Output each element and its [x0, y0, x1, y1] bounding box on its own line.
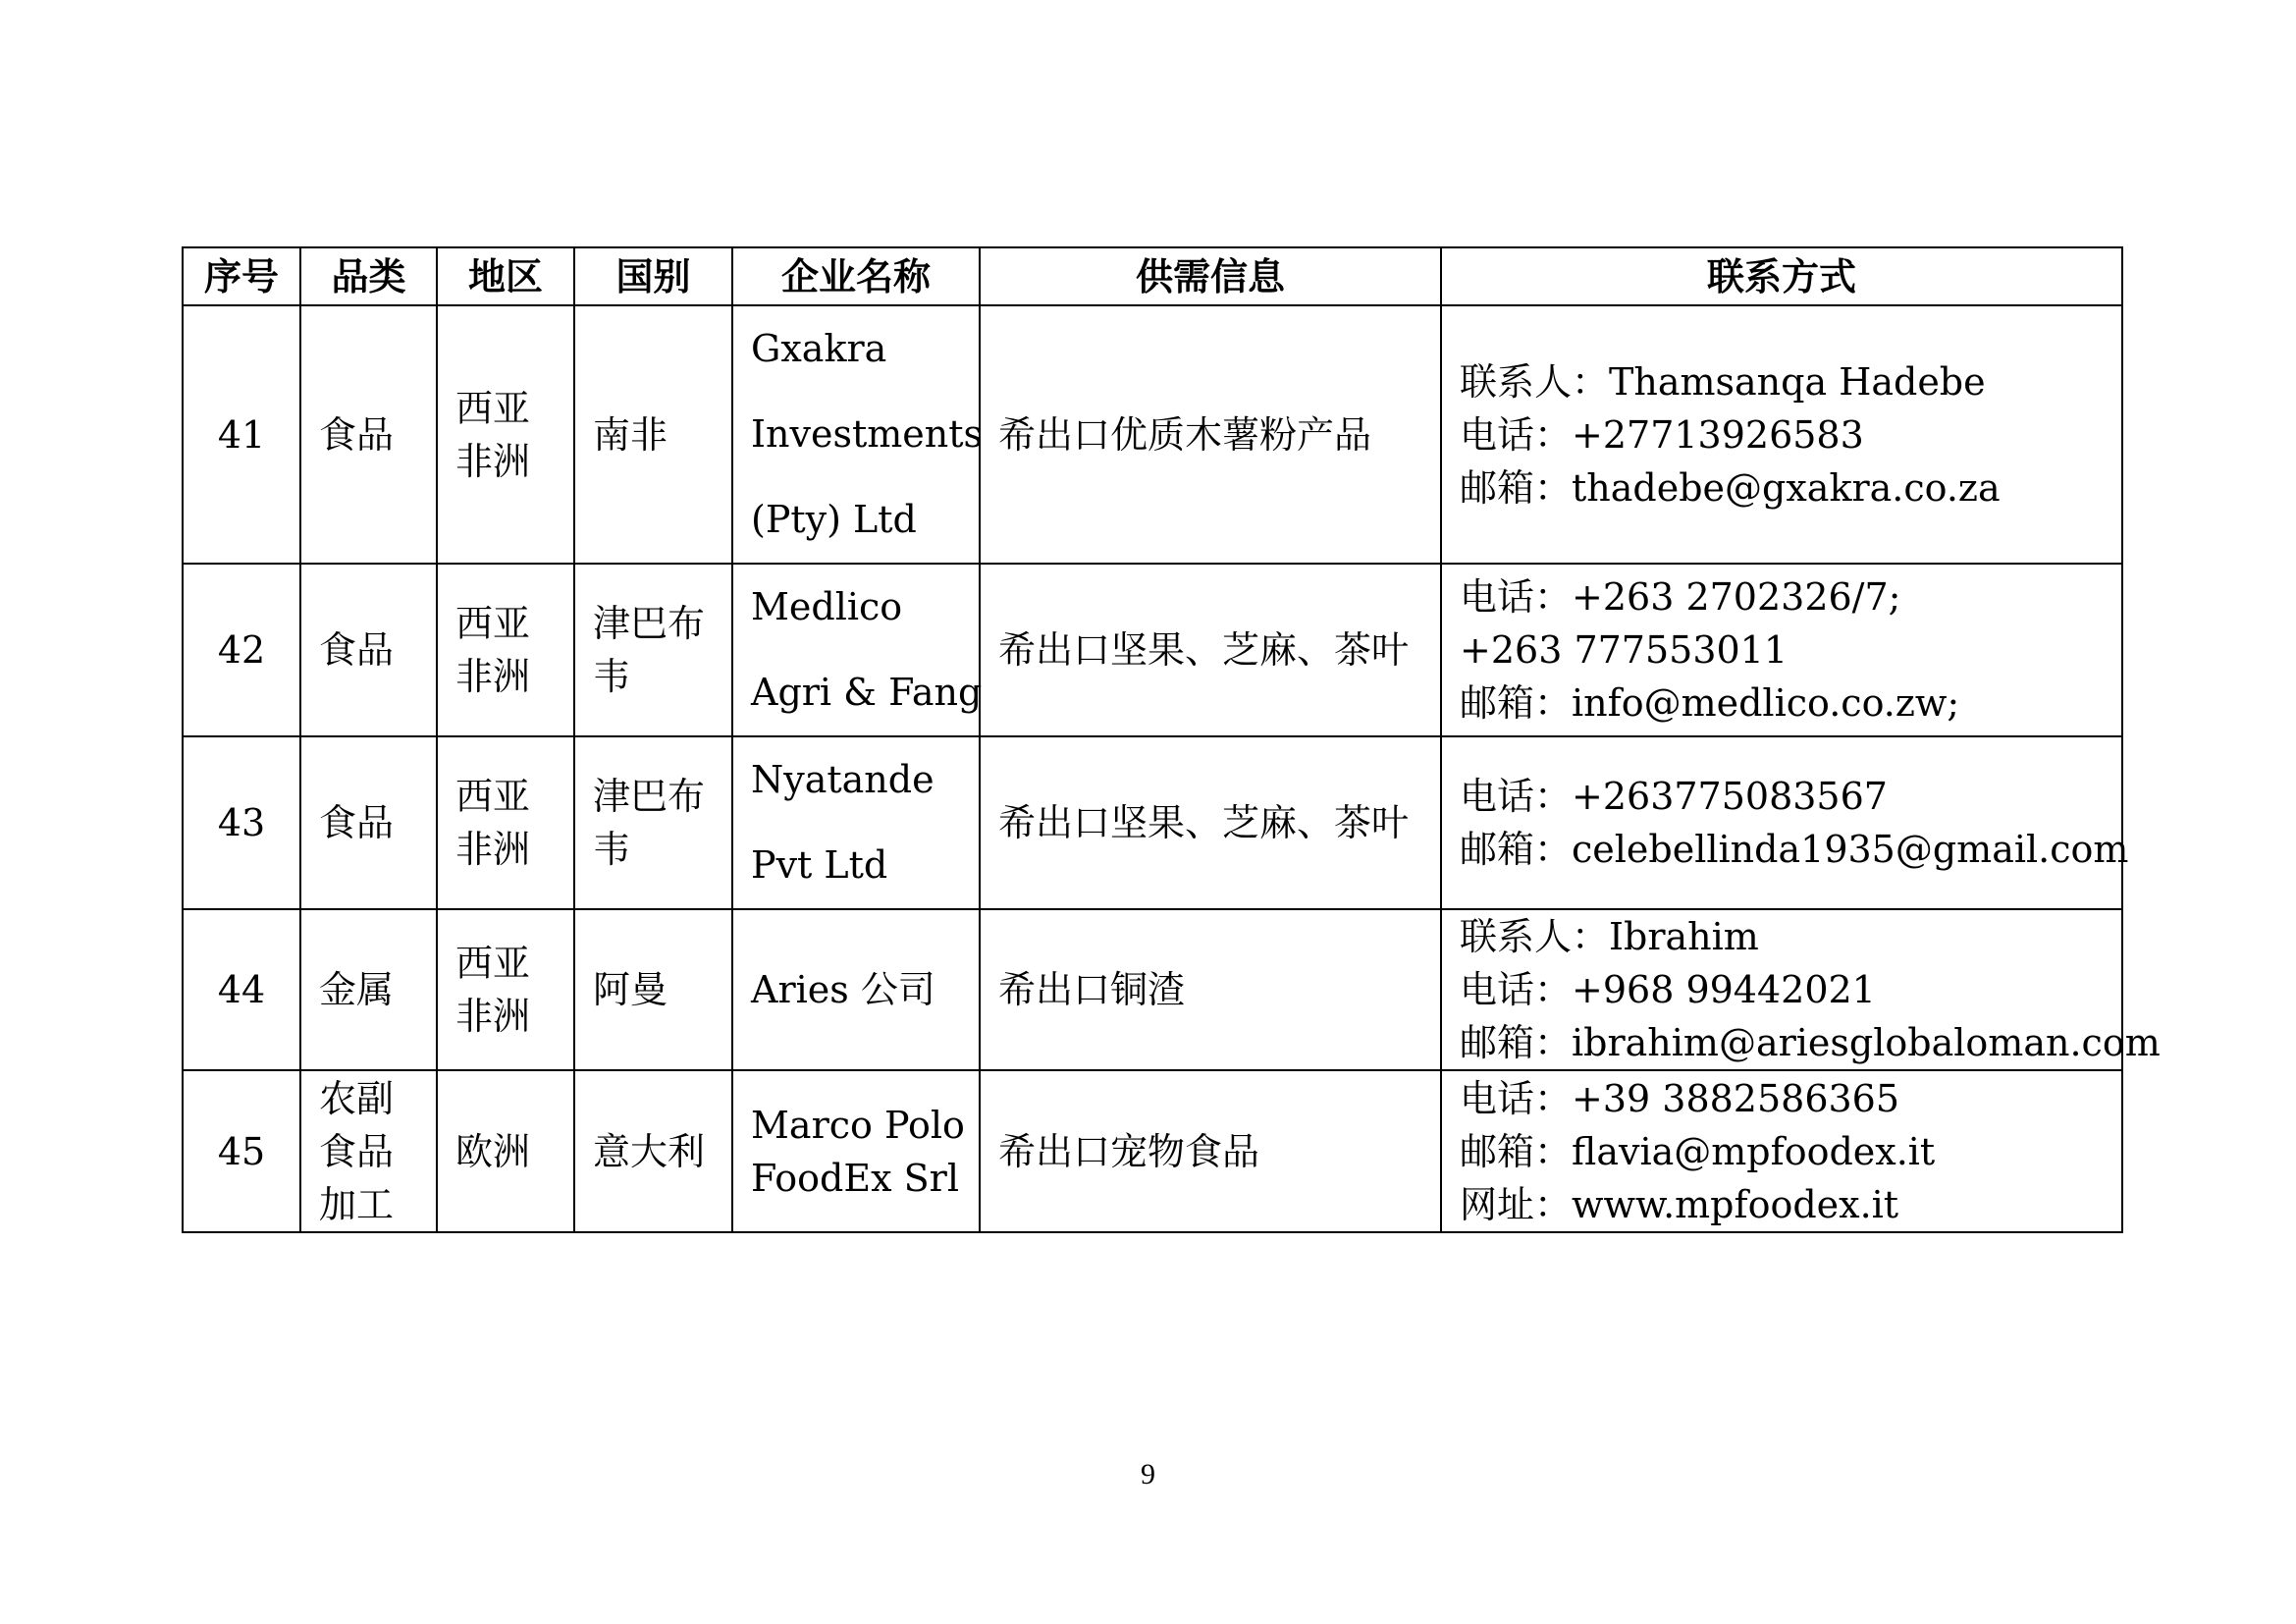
table-row — [183, 1070, 2122, 1232]
company-cell-line: Marco Polo — [751, 1103, 965, 1147]
table-row — [183, 305, 2122, 564]
supply-demand-table — [182, 246, 2161, 1233]
category-cell-line: 食品 — [319, 412, 395, 457]
region-cell — [437, 564, 574, 736]
category-cell-line: 金属 — [319, 968, 395, 1011]
region-cell-line: 西亚 — [455, 775, 531, 818]
company-cell-line: Agri & Fang — [751, 671, 983, 714]
category-cell — [300, 736, 437, 909]
row-number-cell: 41 — [183, 305, 300, 564]
contact-cell-line[interactable]: 邮箱：ibrahim@ariesglobaloman.com — [1460, 1021, 2161, 1064]
contact-cell-line[interactable]: 电话：+27713926583 — [1460, 412, 1864, 457]
category-cell — [300, 909, 437, 1070]
region-cell-line: 非洲 — [455, 439, 531, 483]
contact-cell-line[interactable]: +263 777553011 — [1460, 628, 1789, 672]
region-cell-line: 非洲 — [455, 828, 531, 871]
country-cell-line: 意大利 — [593, 1129, 706, 1173]
contact-cell — [1441, 305, 2122, 564]
table-row — [183, 564, 2122, 736]
company-cell — [732, 1070, 980, 1232]
company-cell-line: Pvt Ltd — [751, 843, 888, 887]
company-cell-line: (Pty) Ltd — [751, 498, 917, 541]
contact-cell — [1441, 736, 2129, 909]
country-cell — [574, 305, 732, 564]
header-contact: 联系方式 — [1441, 247, 2122, 305]
header-company: 企业名称 — [732, 247, 980, 305]
contact-cell-line[interactable]: 邮箱：thadebe@gxakra.co.za — [1460, 465, 2001, 510]
company-cell — [732, 909, 980, 1070]
country-cell — [574, 909, 732, 1070]
info-cell: 希出口宠物食品 — [980, 1070, 1441, 1232]
table-header-row — [183, 247, 2122, 305]
company-cell-line: Investments — [751, 412, 983, 456]
company-cell — [732, 564, 983, 736]
info-cell: 希出口坚果、芝麻、茶叶 — [980, 564, 1441, 736]
category-cell-line: 食品 — [319, 801, 395, 844]
contact-cell-line[interactable]: 网址：www.mpfoodex.it — [1460, 1182, 1899, 1226]
header-region: 地区 — [437, 247, 574, 305]
category-cell-line: 食品 — [319, 1129, 395, 1173]
category-cell — [300, 1070, 437, 1232]
region-cell — [437, 736, 574, 909]
region-cell-line: 非洲 — [455, 995, 531, 1038]
country-cell — [574, 1070, 732, 1232]
row-number-cell: 42 — [183, 564, 300, 736]
region-cell — [437, 1070, 574, 1232]
country-cell-line: 韦 — [593, 828, 631, 871]
category-cell-line: 食品 — [319, 628, 395, 672]
contact-cell-line[interactable]: 邮箱：celebellinda1935@gmail.com — [1460, 828, 2129, 871]
country-cell — [574, 736, 732, 909]
company-cell — [732, 736, 980, 909]
contact-cell — [1441, 1070, 2122, 1232]
contact-cell — [1441, 909, 2161, 1070]
page-number: 9 — [1141, 1458, 1155, 1490]
contact-cell-line[interactable]: 电话：+968 99442021 — [1460, 968, 1876, 1011]
company-cell-line: Aries 公司 — [751, 968, 935, 1011]
contact-cell-line[interactable]: 电话：+263775083567 — [1460, 775, 1888, 818]
company-cell-line: Medlico — [751, 585, 903, 628]
contact-cell-line[interactable]: 联系人：Ibrahim — [1460, 915, 1759, 958]
region-cell-line: 西亚 — [455, 386, 531, 430]
country-cell-line: 阿曼 — [593, 968, 668, 1011]
contact-cell-line[interactable]: 联系人：Thamsanqa Hadebe — [1460, 359, 1986, 404]
company-cell-line: FoodEx Srl — [751, 1156, 959, 1200]
info-cell: 希出口坚果、芝麻、茶叶 — [980, 736, 1441, 909]
category-cell — [300, 305, 437, 564]
region-cell-line: 欧洲 — [455, 1129, 531, 1173]
info-cell: 希出口铜渣 — [980, 909, 1441, 1070]
table-row — [183, 736, 2122, 909]
contact-cell-line[interactable]: 邮箱：info@medlico.co.zw; — [1460, 681, 1960, 725]
contact-cell-line[interactable]: 电话：+39 3882586365 — [1460, 1076, 1900, 1120]
header-info: 供需信息 — [980, 247, 1441, 305]
contact-cell-line[interactable]: 邮箱：flavia@mpfoodex.it — [1460, 1129, 1936, 1173]
region-cell-line: 西亚 — [455, 942, 531, 985]
company-cell-line: Nyatande — [751, 758, 934, 801]
row-number-cell: 43 — [183, 736, 300, 909]
country-cell-line: 津巴布 — [593, 775, 706, 818]
company-cell-line: Gxakra — [751, 327, 887, 370]
contact-cell — [1441, 564, 2122, 736]
country-cell-line: 南非 — [593, 412, 668, 457]
category-cell-line: 加工 — [319, 1182, 395, 1226]
row-number-cell: 44 — [183, 909, 300, 1070]
category-cell — [300, 564, 437, 736]
region-cell — [437, 305, 574, 564]
header-no: 序号 — [183, 247, 300, 305]
table-row — [183, 909, 2122, 1070]
row-number-cell: 45 — [183, 1070, 300, 1232]
contact-cell-line[interactable]: 电话：+263 2702326/7; — [1460, 575, 1901, 619]
region-cell-line: 西亚 — [455, 602, 531, 645]
region-cell-line: 非洲 — [455, 655, 531, 698]
country-cell-line: 韦 — [593, 655, 631, 698]
region-cell — [437, 909, 574, 1070]
company-cell — [732, 305, 983, 564]
header-country: 国别 — [574, 247, 732, 305]
category-cell-line: 农副 — [319, 1076, 395, 1120]
country-cell — [574, 564, 732, 736]
info-cell: 希出口优质木薯粉产品 — [980, 305, 1441, 564]
country-cell-line: 津巴布 — [593, 602, 706, 645]
header-category: 品类 — [300, 247, 437, 305]
